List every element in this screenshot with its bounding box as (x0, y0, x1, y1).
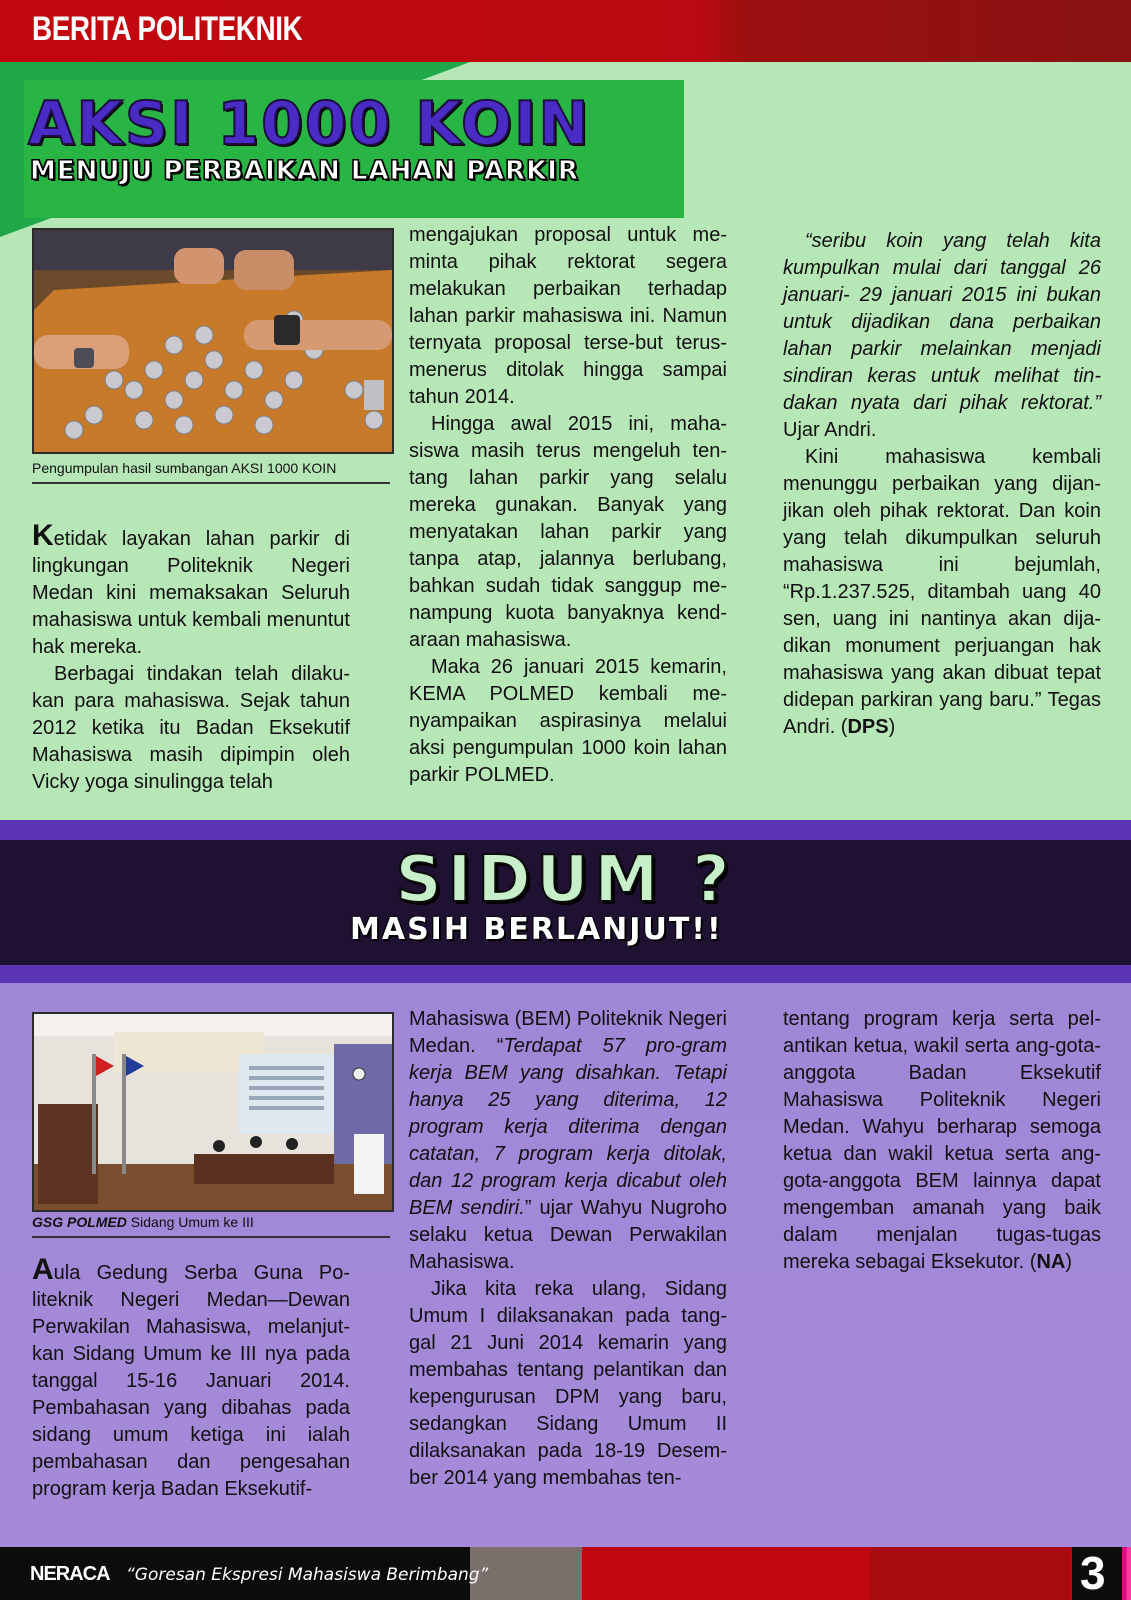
band-bottom (0, 965, 1131, 983)
article-1-subtitle: MENUJU PERBAIKAN LAHAN PARKIR (30, 156, 579, 186)
article-2-subtitle: MASIH BERLANJUT!! (350, 912, 723, 947)
hall-photo-illustration (34, 1014, 392, 1210)
author-initials: NA (1036, 1251, 1066, 1273)
article-1-column-1 (32, 519, 350, 796)
paragraph: Jika kita reka ulang, Sidang Umum I dilaksanakan pada tang-gal 21 Juni 2014 kemarin yang membahas tentang pelantikan dan kepengurusan DPM yang baru, sedangkan Sidang Umum II dilaksanakan pada 18-19 Desem-ber 2014 yang membahas ten- (409, 1278, 727, 1489)
footer-color-block (870, 1547, 1070, 1600)
paragraph: Hingga awal 2015 ini, maha-siswa masih terus mengeluh ten-tang lahan parkir yang selalu mereka gunakan. Banyak yang menyatakan lahan parkir yang tanpa atap, jalannya berlubang, bahkan sudah tidak sanggup me-nampung kuota banyaknya kend-araan mahasiswa. (409, 413, 727, 651)
quote: Terdapat 57 pro-gram kerja BEM yang disahkan. Tetapi hanya 25 yang diterima, 12 program kerja diterima dengan catatan, 7 program kerja ditolak, dan 12 program kerja dicabut oleh BEM sendiri. (409, 1035, 727, 1219)
footer-brand: NERACA (30, 1563, 110, 1585)
paren: ) (1065, 1251, 1073, 1273)
paragraph: tentang program kerja serta pel-antikan ketua, wakil serta ang-gota-anggota Badan Eksekutif Mahasiswa Politeknik Negeri Medan. Wahyu berharap semoga ketua dan wakil ketua serta ang-gota-anggota BEM lainnya dapat mengemban amanah yang baik dalam menjalan tugas-tugas mereka sebagai Eksekutor. ( (783, 1008, 1101, 1273)
dropcap: A (32, 1253, 54, 1286)
paragraph: ” ujar Wahyu Nugroho selaku ketua Dewan Perwakilan Mahasiswa. (409, 1197, 728, 1273)
paragraph: Berbagai tindakan telah dilaku-kan para mahasiswa. Sejak tahun 2012 ketika itu Badan Eksekutif Mahasiswa masih dipimpin oleh Vicky yoga sinulingga telah (32, 663, 350, 793)
paragraph: Kini mahasiswa kembali menunggu perbaikan yang dijan-jikan oleh pihak rektorat. Dan koin yang telah dikumpulkan seluruh mahasiswa ini bejumlah, “Rp.1.237.525, ditambah uang 40 sen, uang ini nantinya akan dija-dikan monument perjuangan hak mahasiswa yang akan dibuat tepat didepan parkiran yang baru.” Tegas Andri. ( (783, 446, 1101, 738)
coins-photo-illustration (34, 230, 392, 452)
article-2-photo (32, 1012, 394, 1212)
article-1-caption: Pengumpulan hasil sumbangan AKSI 1000 KOIN (32, 460, 390, 484)
section-label: BERITA POLITEKNIK (32, 10, 303, 48)
article-2-column-3 (783, 1006, 1101, 1276)
article-1-title: AKSI 1000 KOIN (28, 89, 591, 159)
paragraph: Maka 26 januari 2015 kemarin, KEMA POLMED kembali me-nyampaikan aspirasinya melalui aksi pengumpulan 1000 koin lahan parkir POLMED. (409, 656, 727, 786)
footer-stripe (1122, 1547, 1131, 1600)
paragraph: etidak layakan lahan parkir di lingkungan Politeknik Negeri Medan kini memaksakan Seluruh mahasiswa untuk kembali menuntut hak mereka. (32, 528, 350, 658)
caption-text: Sidang Umum ke III (126, 1214, 254, 1230)
article-1-column-2 (409, 222, 727, 789)
article-1-photo (32, 228, 394, 454)
article-1-column-3 (783, 228, 1101, 741)
paren: ) (888, 716, 896, 738)
article-2-column-1 (32, 1253, 350, 1503)
page-number: 3 (1080, 1547, 1106, 1599)
quote: “seribu koin yang telah kita kumpulkan mulai dari tanggal 26 januari- 29 januari 2015 ini bukan untuk dijadikan dana perbaikan lahan parkir melainkan menjadi sindiran keras untuk melihat tin-dakan nyata dari pihak rektorat.” (783, 230, 1101, 414)
dropcap: K (32, 519, 54, 552)
band-top (0, 820, 1131, 840)
paragraph: mengajukan proposal untuk me-minta pihak rektorat segera melakukan perbaikan terhadap lahan parkir mahasiswa ini. Namun ternyata proposal terse-but terus-menerus ditolak hingga sampai tahun 2014. (409, 224, 727, 408)
paragraph: Mahasiswa (BEM) Politeknik Negeri Medan. “ (409, 1008, 727, 1057)
author-initials: DPS (847, 716, 889, 738)
quote-attribution: Ujar Andri. (783, 419, 877, 441)
article-2-column-2 (409, 1006, 727, 1492)
article-2-title: SIDUM ? (395, 843, 736, 917)
article-2-caption (32, 1214, 390, 1238)
paragraph: ula Gedung Serba Guna Po-liteknik Negeri Medan—Dewan Perwakilan Mahasiswa, melanjut-kan Sidang Umum ke III nya pada tanggal 15-16 Januari 2014. Pembahasan yang dibahas pada sidang umum ketiga ini ialah pembahasan dan pengesahan program kerja Badan Eksekutif- (32, 1262, 350, 1500)
footer-slogan: “Goresan Ekspresi Mahasiswa Berimbang” (126, 1565, 489, 1585)
caption-location: GSG POLMED (32, 1214, 127, 1230)
